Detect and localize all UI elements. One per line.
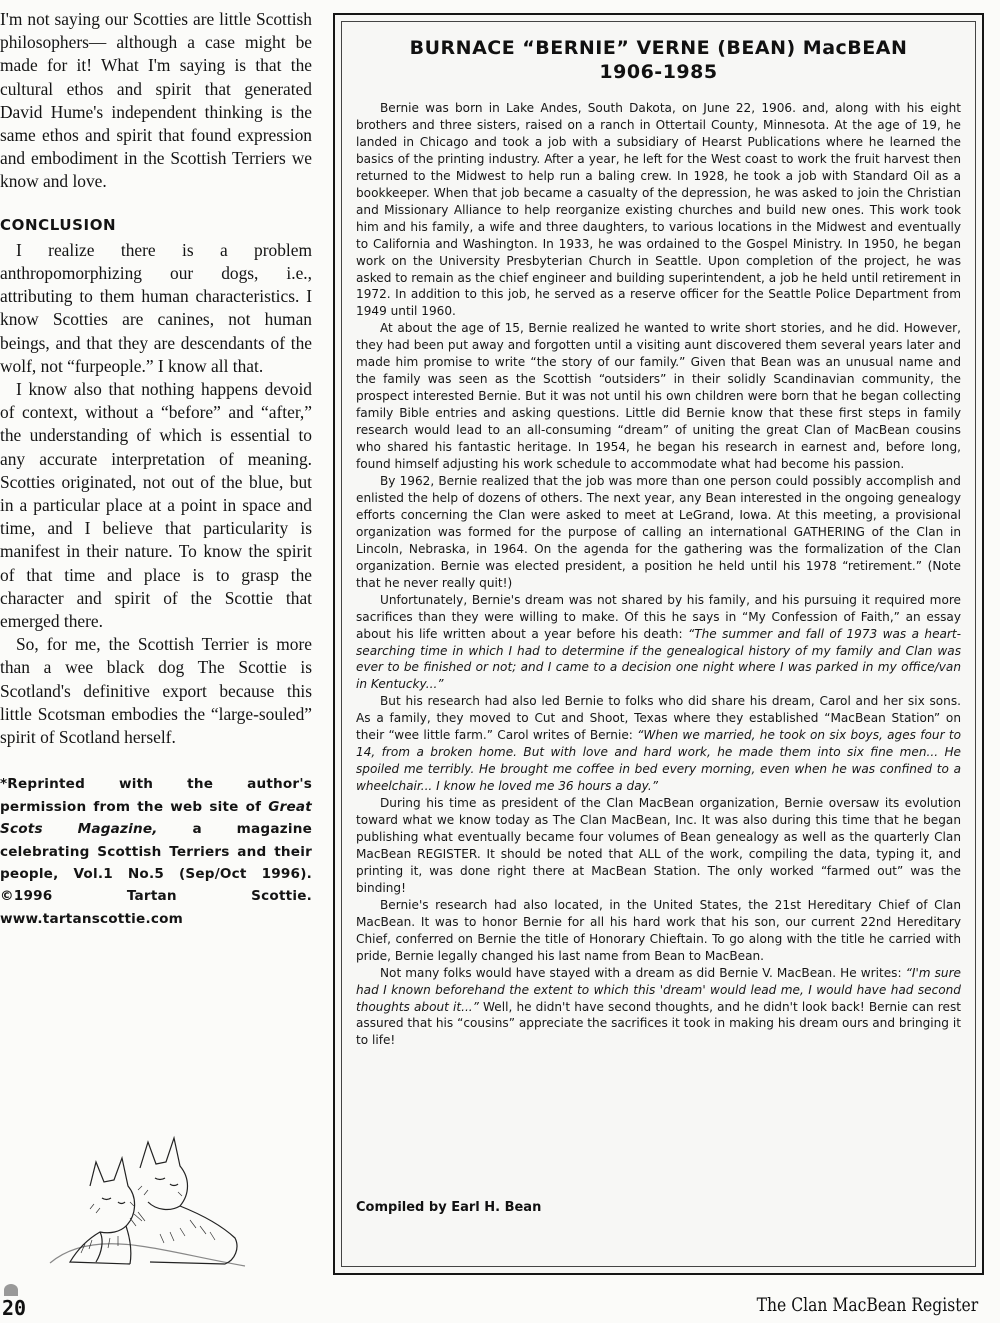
bio-text: Well, he didn't have second thoughts, and he didn't look back! Bernie can rest assured that his “cousins” appreciate the sacrifices it took in making his dream ours and bringing it to life! — [356, 999, 961, 1048]
article-column — [0, 8, 312, 930]
sidebar-body — [356, 100, 961, 1049]
bio-paragraph — [356, 965, 961, 1050]
scottish-terriers-illustration — [30, 1128, 270, 1278]
reprint-prefix: *Reprinted with the author's permission from the web site of — [0, 776, 312, 815]
compiled-by-credit: Compiled by Earl H. Bean — [356, 1200, 542, 1215]
article-paragraph: I know also that nothing happens devoid of context, without a “before” and “after,” the understanding of which is essential to any accurate interpretation of meaning. Scotties originated, not out of the blue, but in a particular place at a point in space and time, and I believe that particularity is manifest in their nature. To know the spirit of that time and place is to grasp the character and spirit of the Scottie that emerged there. — [0, 379, 312, 632]
bio-quote: “When we married, he took on six boys, ages four to 14, from a broken home. But with love and hard work, he made them into six fine men... He spoiled me terribly. He brought me coffee in bed every morning, even when he was confined to a wheelchair... I know he loved me 36 hours a day.” — [356, 728, 961, 794]
bio-paragraph — [356, 592, 961, 694]
sidebar-title — [342, 36, 975, 84]
bio-text: But his research had also led Bernie to folks who did share his dream, Carol and her six sons. As a family, they moved to Cut and Shoot, Texas where they established “MacBean Station” on their “wee little farm.” Carol writes of Bernie: — [356, 694, 961, 743]
bio-paragraph — [356, 693, 961, 795]
bio-paragraph: By 1962, Bernie realized that the job was more than one person could possibly accomplish and enlisted the help of dozens of others. The next year, any Bean interested in the ongoing genealogy efforts concerning the Clan were asked to meet at LeGrand, Iowa. At this meeting, a provisional organization was formed for the purpose of calling an international GATHERING of the Clan in Lincoln, Nebraska, in 1964. On the agenda for the gathering was the formalization of the Clan organization. Bernie was elected president, a position he held until his 1978 “retirement.” (Note that he never really quit!) — [356, 473, 961, 590]
bio-paragraph: Bernie was born in Lake Andes, South Dakota, on June 22, 1906. and, along with his eight brothers and three sisters, raised on a ranch in Ottertail County, Minnesota. At the age of 19, he landed in Chicago and took a job with a subsidiary of Hearst Publications where he learned the basics of the printing industry. After a year, he left for the West coast to work the fruit harvest then returned to the Midwest to help run a baling crew. In 1928, he took a job with Standard Oil as a bookkeeper. When that job became a casualty of the depression, he was asked to join the Christian and Missionary Alliance to help reorganize existing churches and build new ones. This work took him and his family, a wife and three daughters, to various locations in the Midwest and eventually to California and Washington. In 1933, he was ordained to the Gospel Ministry. In 1950, he began work on the University Presbyterian Church in Seattle. Upon completion of the project, he was asked to remain as the chief engineer and building superintendent, a job he held until retirement in 1972. In addition to this job, he served as a reserve officer for the Seattle Police Department from 1949 until 1960. — [356, 101, 961, 319]
bio-paragraph: During his time as president of the Clan MacBean organization, Bernie oversaw its evolution toward what we know today as The Clan MacBean, Inc. It was also during this time that he began publishing what eventually became four volumes of Bean genealogy as well as the quarterly Clan MacBean REGISTER. It should be noted that ALL of the work, compiling the data, typing it, and printing it, was done right there at MacBean Station. The only worked “farmed out” was the binding! — [356, 796, 961, 895]
bio-paragraph: Bernie's research had also located, in the United States, the 21st Hereditary Chief of Clan MacBean. It was to honor Bernie for all his hard work that his son, our current 22nd Hereditary Chief, conferred on Bernie the title of Honorary Chieftain. To go along with the title he carried with pride, Bernie legally changed his last name from Bean to MacBean. — [356, 897, 961, 963]
sidebar-title-years: 1906-1985 — [599, 61, 718, 83]
article-paragraph: I realize there is a problem anthropomorphizing our dogs, i.e., attributing to them human characteristics. I know Scotties are canines, not human beings, and that they are descendants of the wolf, not “furpeople.” I know all that. — [0, 239, 312, 376]
bio-text: Unfortunately, Bernie's dream was not shared by his family, and his pursuing it required more sacrifices than they were willing to make. Of this he says in “My Confession of Faith,” an essay about his life written about a year before his death: — [356, 592, 961, 641]
sidebar-inner-frame — [341, 21, 976, 1267]
bio-quote: “The summer and fall of 1973 was a heart-searching time in which I had to determine if the genealogical history of my family and Clan was ever to be finished or not; and I came to a decision one night where I was parked in my office/van in Kentucky...” — [356, 626, 961, 692]
reprint-suffix: a magazine celebrating Scottish Terriers and their people, Vol.1 No.5 (Sep/Oct 1996). ©1996 Tartan Scottie. www.tartanscottie.com — [0, 821, 312, 927]
article-paragraph: I'm not saying our Scotties are little Scottish philosophers— although a case might be made for it! What I'm saying is that the cultural ethos and spirit that generated David Hume's independent thinking is the same ethos and spirit that found expression and embodiment in the Scottish Terriers we know and love. — [0, 9, 312, 192]
sidebar-title-name: BURNACE “BERNIE” VERNE (BEAN) MacBEAN — [409, 37, 908, 59]
publication-title: The Clan MacBean Register — [756, 1294, 978, 1316]
conclusion-heading: CONCLUSION — [0, 215, 117, 234]
bio-text: Not many folks would have stayed with a dream as did Bernie V. MacBean. He writes: — [380, 965, 906, 980]
bio-quote: “I'm sure had I known beforehand the extent to which this 'dream' would lead me, I would have had second thoughts about it...” — [356, 965, 961, 1014]
reprint-magazine: Great Scots Magazine, — [0, 798, 312, 838]
page-number: 20 — [2, 1296, 27, 1320]
article-paragraph: So, for me, the Scottish Terrier is more than a wee black dog The Scottie is Scotland's definitive export because this little Scotsman embodies the “large-souled” spirit of Scotland herself. — [0, 634, 312, 748]
reprint-note — [0, 773, 312, 930]
bio-paragraph: At about the age of 15, Bernie realized he wanted to write short stories, and he did. However, they had been put away and forgotten until a visiting aunt discovered them several years later and made him promise to write “the story of our family.” Given that Bean was an unusual name and the family was seen as the Scottish “outsiders” in their solidly Scandinavian community, the prospect interested Bernie. But it was not until his own children were born that he began collecting family Bible entries and asking questions. Little did Bernie know that these first steps in family research would lead to an all-consuming “dream” of uniting the great Clan of MacBean cousins who shared his fantastic heritage. In 1954, he began his research in earnest and, before long, found himself adjusting his work schedule to accommodate what had become his passion. — [356, 321, 961, 472]
biography-sidebar — [333, 13, 984, 1275]
